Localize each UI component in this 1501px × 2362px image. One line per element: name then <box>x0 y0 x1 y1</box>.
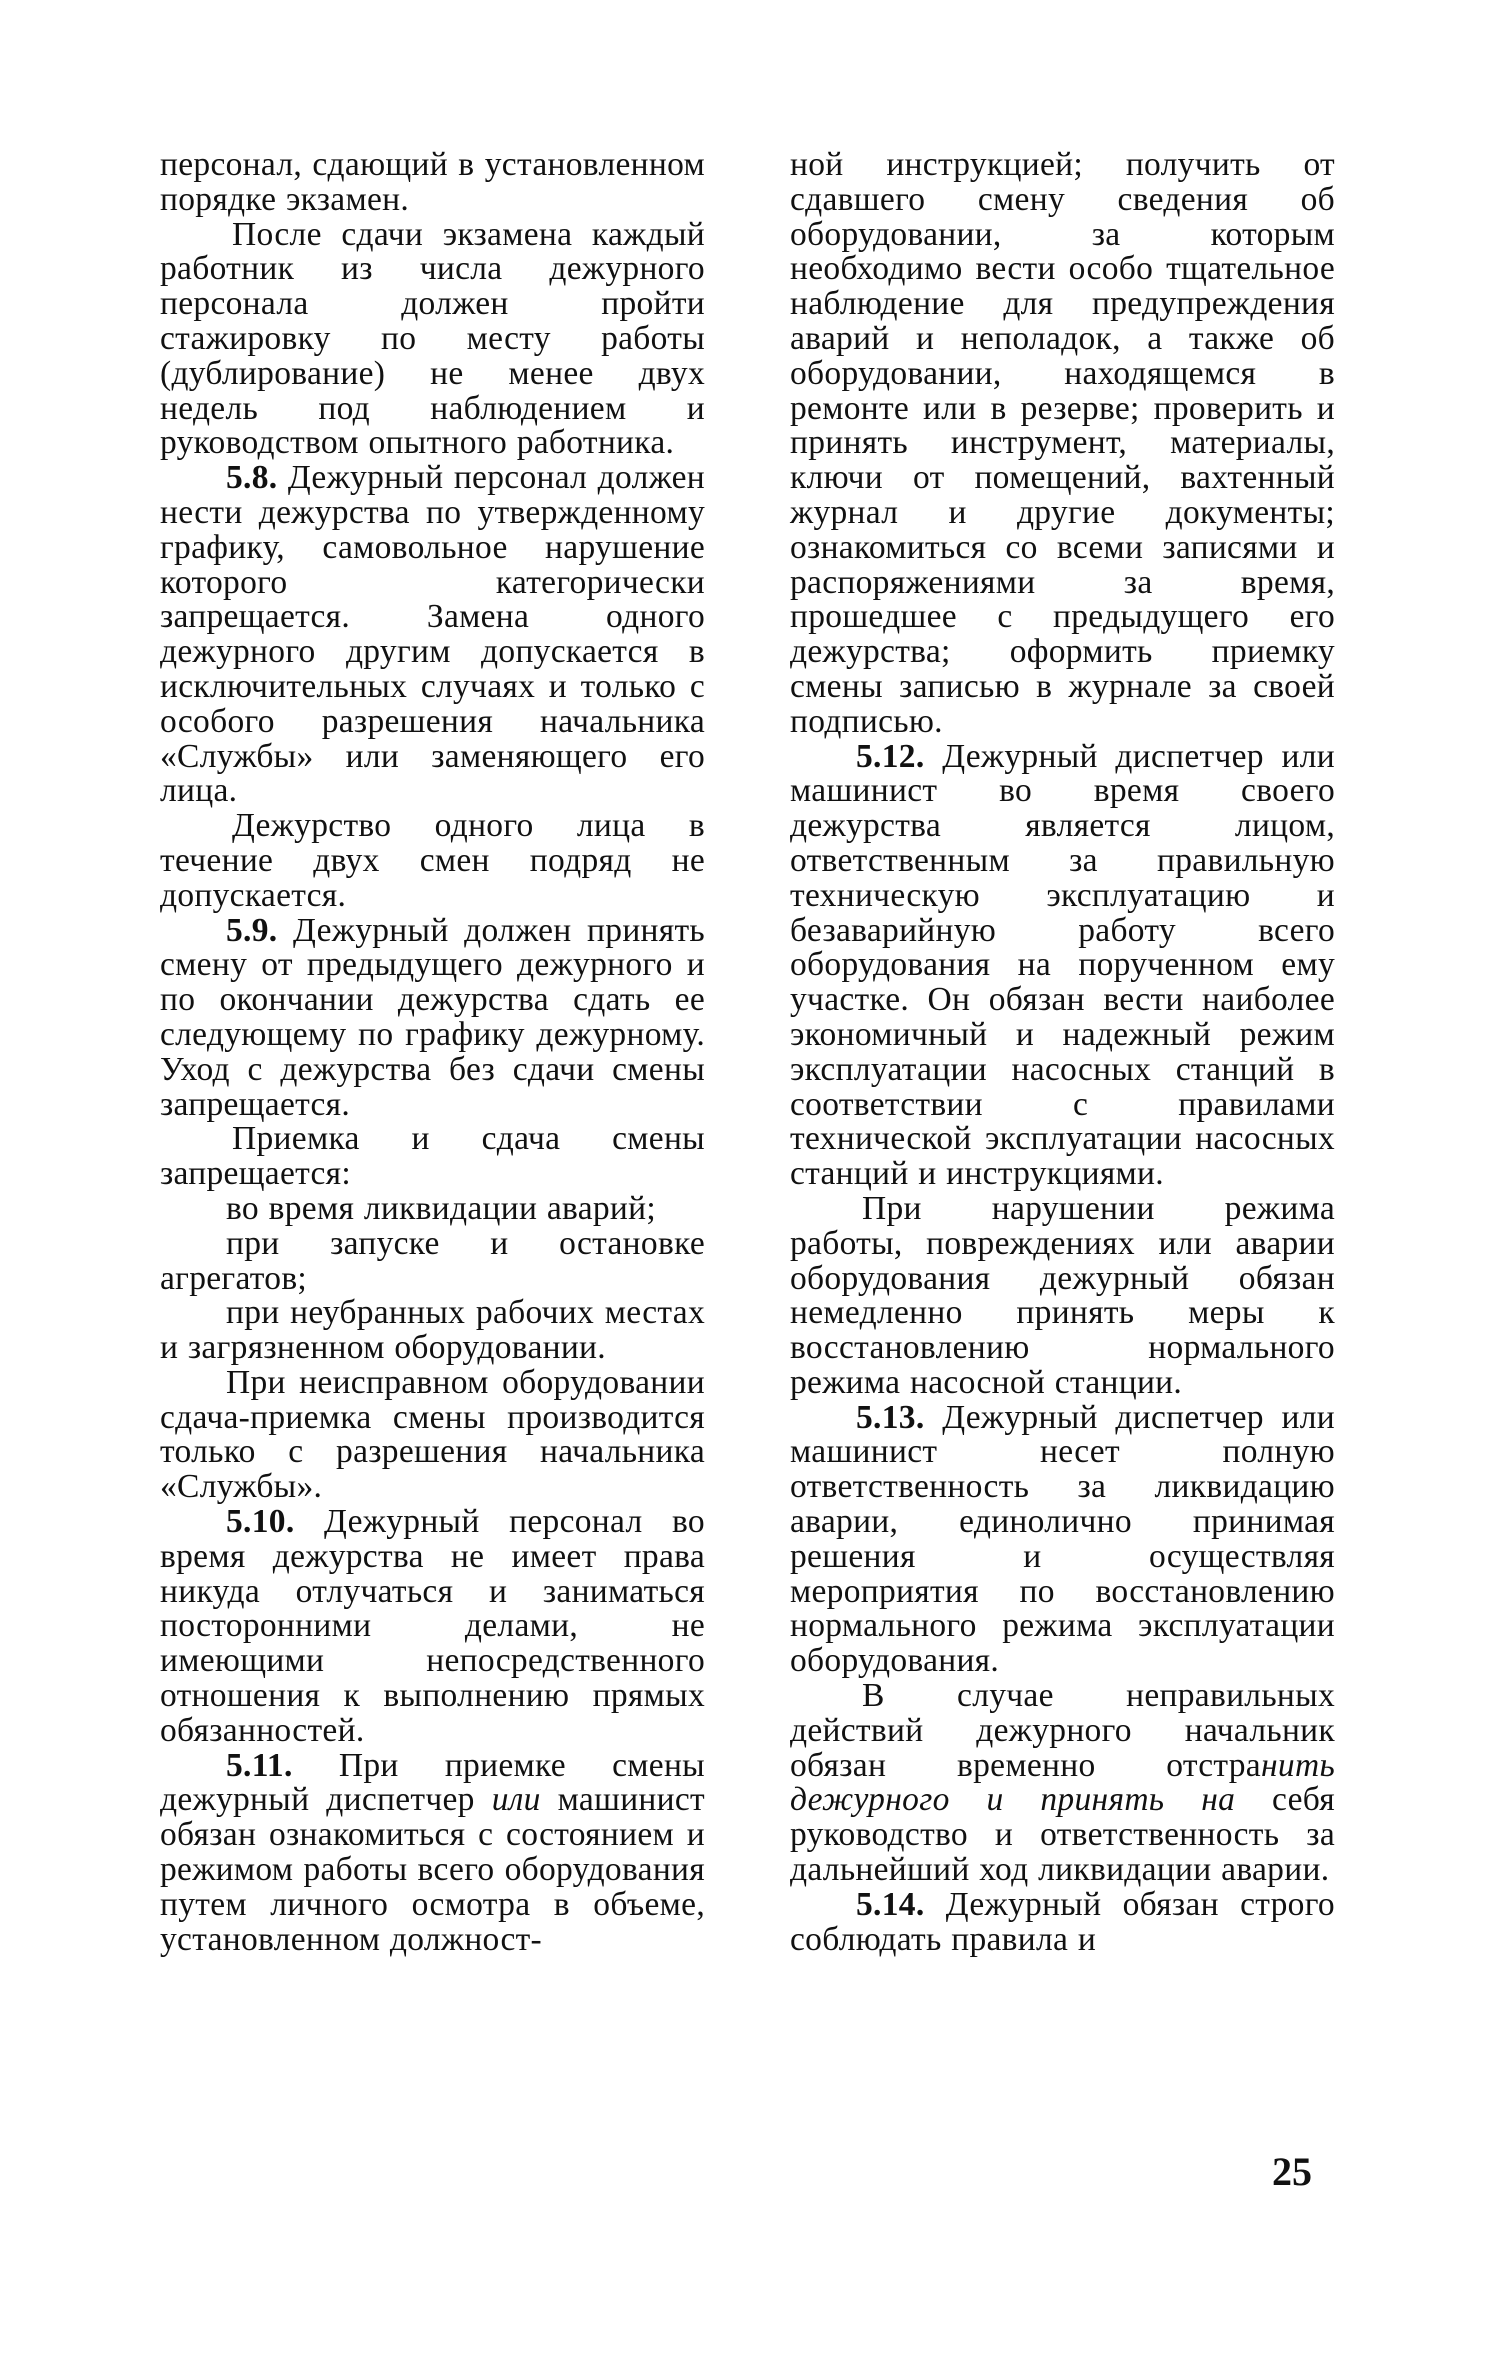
clause-number: 5.11. <box>226 1746 293 1784</box>
clause-number: 5.8. <box>226 459 278 497</box>
clause-text: Дежурный персонал должен нести дежурства по утвержденному графику, самовольное нарушение которого категорически запрещается. Замена одного дежурного другим допускается в исключительных случаях и только с особого разрешения начальника «Службы» или заменяющего его лица. <box>160 459 705 810</box>
right-column <box>790 148 1335 1957</box>
paragraph-continuation: персонал, сдающий в установленном порядке экзамен. <box>160 146 705 218</box>
clause-text: Дежурный персонал во время дежурства не имеет права никуда отлучаться и заниматься посторонними делами, не имеющими непосредственного отношения к выполнению прямых обязанностей. <box>160 1503 705 1749</box>
paragraph-internship: После сдачи экзамена каждый работник из числа дежурного персонала должен пройти стажировку по месту работы (дублирование) не менее двух недель под наблюдением и руководством опытного работника. <box>160 215 705 462</box>
clause-5-8 <box>160 461 705 809</box>
paragraph-text-italic: нить дежурного и принять на <box>790 1746 1335 1819</box>
paragraph-continuation: ной инструкцией; получить от сдавшего смену сведения об оборудовании, за которым необходимо вести особо тщательное наблюдение для предупреждения аварий и неполадок, а также об оборудовании, находящемся в ремонте или в резерве; проверить и принять инструмент, материалы, ключи от помещений, вахтенный журнал и другие документы; ознакомиться со всеми записями и распоряжениями за время, прошедшее с предыдущего его дежурства; оформить приемку смены записью в журнале за своей подписью. <box>790 146 1335 740</box>
list-item-dirty: при неубранных рабочих местах и загрязненном оборудовании. <box>160 1294 705 1367</box>
list-item-start-stop: при запуске и остановке агрегатов; <box>160 1224 705 1297</box>
clause-number: 5.12. <box>856 737 925 775</box>
page-number: 25 <box>1272 2149 1312 2194</box>
clause-text-italic: или <box>491 1781 541 1819</box>
paragraph-faulty-equipment: При неисправном оборудовании сдача-приемка смены производится только с разрешения начальника «Службы». <box>160 1363 705 1506</box>
paragraph-wrong-actions <box>790 1679 1335 1888</box>
left-column <box>160 148 705 1957</box>
paragraph-violation: При нарушении режима работы, повреждениях или аварии оборудования дежурный обязан немедленно принять меры к восстановлению нормального режима насосной станции. <box>790 1189 1335 1401</box>
clause-number: 5.13. <box>856 1398 925 1436</box>
clause-5-14 <box>790 1885 1335 1958</box>
clause-5-9 <box>160 911 705 1123</box>
clause-5-10 <box>160 1505 705 1749</box>
paragraph-two-shifts: Дежурство одного лица в течение двух смен подряд не допускается. <box>160 807 705 914</box>
clause-text: Дежурный диспетчер или машинист во время своего дежурства является лицом, ответственным за правильную техническую эксплуатацию и безаварийную работу всего оборудования на порученном ему участке. Он обязан вести наиболее экономичный и надежный режим эксплуатации насосных станций в соответствии с правилами технической эксплуатации насосных станций и инструкциями. <box>790 737 1335 1193</box>
clause-number: 5.10. <box>226 1503 295 1541</box>
clause-5-11 <box>160 1746 705 1958</box>
clause-text-a: При приемке смены дежурный диспетчер <box>160 1746 705 1819</box>
clause-number: 5.14. <box>856 1885 925 1923</box>
list-item-accidents: во время ликвидации аварий; <box>226 1189 656 1227</box>
paragraph-text-a: В случае неправильных действий дежурного начальник обязан временно отстра <box>790 1677 1335 1784</box>
clause-text: Дежурный обязан строго соблюдать правила и <box>790 1885 1335 1958</box>
clause-number: 5.9. <box>226 911 278 949</box>
clause-5-13 <box>790 1398 1335 1680</box>
clause-text: Дежурный диспетчер или машинист несет полную ответственность за ликвидацию аварии, единолично принимая решения и осуществляя мероприятия по восстановлению нормального режима эксплуатации оборудования. <box>790 1398 1335 1680</box>
clause-text-b: машинист обязан ознакомиться с состоянием и режимом работы всего оборудования путем личного осмотра в объеме, установленном должност- <box>160 1781 705 1958</box>
paragraph-text-b: себя руководство и ответственность за дальнейший ход ликвидации аварии. <box>790 1781 1336 1889</box>
clause-5-12 <box>790 737 1335 1193</box>
clause-text: Дежурный должен принять смену от предыдущего дежурного и по окончании дежурства сдать ее следующему по графику дежурному. Уход с дежурства без сдачи смены запрещается. <box>160 911 705 1123</box>
paragraph-shift-forbidden: Приемка и сдача смены запрещается: <box>160 1120 705 1193</box>
